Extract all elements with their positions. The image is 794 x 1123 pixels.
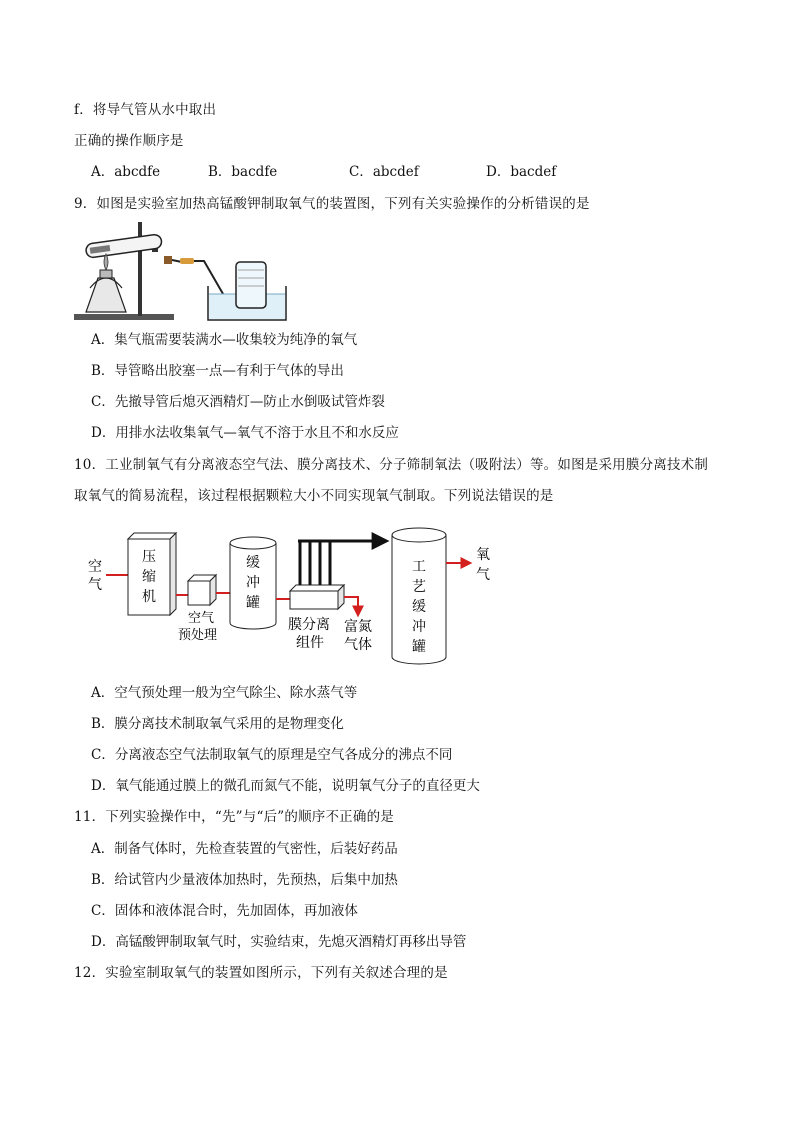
q11-option-b: B．给试管内少量液体加热时，先预热，后集中加热 xyxy=(91,872,398,888)
q11-option-a: A．制备气体时，先检查装置的气密性，后装好药品 xyxy=(91,841,398,857)
pretreat-label-2: 预处理 xyxy=(178,628,218,643)
q9-option-d: D．用排水法收集氧气—氧气不溶于水且不和水反应 xyxy=(91,425,399,441)
process-tank-label-3: 缓 xyxy=(412,599,426,615)
process-tank-label-1: 工 xyxy=(412,559,426,575)
membrane-separation-flow-diagram xyxy=(80,527,520,667)
compressor-label-3: 机 xyxy=(142,589,156,605)
membrane-label-2: 组件 xyxy=(296,635,324,651)
buffer-label-3: 罐 xyxy=(246,595,260,611)
pretreat-label-1: 空气 xyxy=(188,611,215,626)
q12-stem: 12．实验室制取氧气的装置如图所示，下列有关叙述合理的是 xyxy=(74,965,448,981)
pretreat-box xyxy=(188,581,210,605)
q11-option-d: D．高锰酸钾制取氧气时，实验结束，先熄灭酒精灯再移出导管 xyxy=(91,934,467,950)
nitrogen-label-2: 气体 xyxy=(344,637,372,653)
q10-option-b: B．膜分离技术制取氧气采用的是物理变化 xyxy=(91,716,344,732)
q11-stem: 11．下列实验操作中，“先”与“后”的顺序不正确的是 xyxy=(74,809,394,825)
q10-option-d: D．氧气能通过膜上的微孔而氮气不能，说明氧气分子的直径更大 xyxy=(91,778,480,794)
q9-option-a: A．集气瓶需要装满水—收集较为纯净的氧气 xyxy=(91,332,358,348)
q10-option-a: A．空气预处理一般为空气除尘、除水蒸气等 xyxy=(91,685,358,701)
oxygen-out-label-1: 氧 xyxy=(476,547,490,563)
process-tank-label-5: 罐 xyxy=(412,639,426,655)
compressor-label-2: 缩 xyxy=(142,569,156,585)
q9-option-c: C．先撤导管后熄灭酒精灯—防止水倒吸试管炸裂 xyxy=(91,394,385,410)
q8-option-d: D．bacdef xyxy=(486,164,557,180)
oxygen-apparatus-figure xyxy=(72,218,292,328)
q8-option-c: C．abcdef xyxy=(349,164,419,180)
membrane-module-box xyxy=(290,591,338,609)
membrane-label-1: 膜分离 xyxy=(288,617,330,633)
nitrogen-label-1: 富氮 xyxy=(344,619,372,635)
air-in-label-2: 气 xyxy=(88,577,102,593)
process-tank-label-2: 艺 xyxy=(412,579,426,595)
compressor-label-1: 压 xyxy=(142,549,156,565)
q8-option-a: A．abcdfe xyxy=(91,164,161,180)
q10-stem-line2: 取氧气的简易流程，该过程根据颗粒大小不同实现氧气制取。下列说法错误的是 xyxy=(74,488,554,504)
q9-option-b: B．导管略出胶塞一点—有利于气体的导出 xyxy=(91,363,344,379)
buffer-label-1: 缓 xyxy=(246,555,260,571)
q9-stem: 9．如图是实验室加热高锰酸钾制取氧气的装置图，下列有关实验操作的分析错误的是 xyxy=(74,196,590,212)
q8-step-f: f．将导气管从水中取出 xyxy=(74,102,217,118)
air-in-label-1: 空 xyxy=(88,559,102,575)
q11-option-c: C．固体和液体混合时，先加固体，再加液体 xyxy=(91,903,358,919)
q10-option-c: C．分离液态空气法制取氧气的原理是空气各成分的沸点不同 xyxy=(91,747,453,763)
q8-option-b: B．bacdfe xyxy=(208,164,278,180)
buffer-label-2: 冲 xyxy=(246,575,260,591)
oxygen-out-label-2: 气 xyxy=(476,567,490,583)
process-tank-label-4: 冲 xyxy=(412,619,426,635)
q10-stem-line1: 10．工业制氧气有分离液态空气法、膜分离技术、分子筛制氧法（吸附法）等。如图是采用膜分离技术制 xyxy=(74,457,709,473)
q8-prompt: 正确的操作顺序是 xyxy=(74,133,184,149)
